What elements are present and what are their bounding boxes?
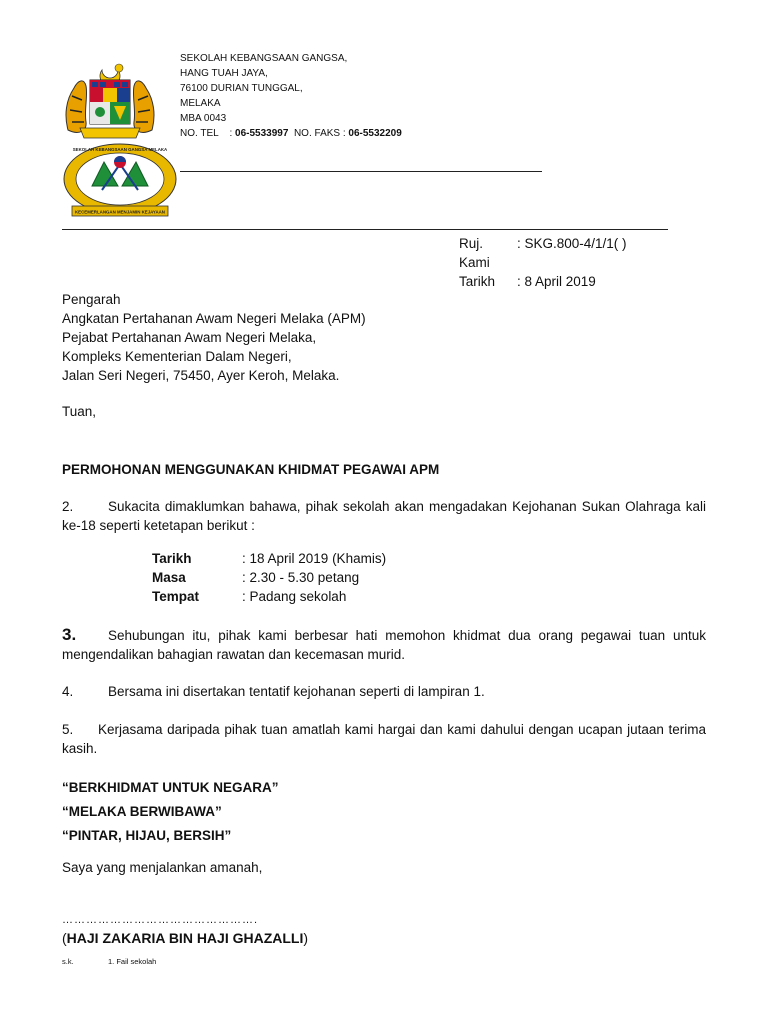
paragraph-text: Sehubungan itu, pihak kami berbesar hati memohon khidmat dua orang pegawai tuan untuk mengendalikan bahagian rawatan dan kecemasan murid. [62, 628, 706, 662]
name: HAJI ZAKARIA BIN HAJI GHAZALLI [66, 930, 304, 946]
paragraph-text: Bersama ini disertakan tentatif kejohanan seperti di lampiran 1. [108, 684, 485, 699]
letterhead [180, 51, 402, 141]
cc-item: 1. Fail sekolah [108, 957, 157, 966]
detail-value: : 18 April 2019 (Khamis) [242, 551, 387, 566]
recipient-line: Jalan Seri Negeri, 75450, Ayer Keroh, Melaka. [62, 368, 340, 383]
signatory-name [62, 930, 308, 946]
school-code: MBA 0043 [180, 113, 227, 124]
detail-label: Masa [152, 570, 186, 585]
paragraph-number: 2. [62, 499, 74, 514]
detail-value: : Padang sekolah [242, 589, 347, 604]
carbon-copy [62, 957, 156, 966]
detail-value: : 2.30 - 5.30 petang [242, 570, 360, 585]
ruj-label: Ruj. Kami [459, 236, 490, 270]
recipient-line: Pejabat Pertahanan Awam Negeri Melaka, [62, 330, 317, 345]
badge-banner-text: KECEMERLANGAN MENJAMIN KEJAYAAN [75, 209, 165, 215]
school-badge-logo [62, 142, 180, 222]
paragraph-5 [62, 720, 706, 758]
signature-line: …………………………………………. [62, 914, 259, 926]
event-details [152, 549, 386, 606]
header-divider-short [180, 171, 542, 172]
recipient-address [62, 290, 366, 385]
detail-label: Tarikh [152, 551, 192, 566]
coat-of-arms-logo [62, 60, 158, 144]
tel-label: NO. TEL : [180, 128, 236, 139]
date-value: : 8 April 2019 [517, 274, 596, 289]
closing-line: Saya yang menjalankan amanah, [62, 860, 263, 875]
contact-line [180, 126, 402, 141]
paren-close: ) [303, 930, 309, 946]
address-state: MELAKA [180, 98, 221, 109]
date-label: Tarikh [459, 274, 496, 289]
recipient-line: Pengarah [62, 292, 121, 307]
reference-block [459, 234, 627, 291]
header-divider-long [62, 229, 668, 230]
badge-ring-text: SEKOLAH KEBANGSAAN GANGSA MELAKA [72, 147, 168, 152]
salutation: Tuan, [62, 404, 97, 419]
slogan: “BERKHIDMAT UNTUK NEGARA” [62, 780, 279, 795]
paragraph-2 [62, 497, 706, 535]
letter-subject: PERMOHONAN MENGGUNAKAN KHIDMAT PEGAWAI APM [62, 462, 440, 477]
paragraph-number: 3. [62, 625, 77, 644]
slogans [62, 776, 279, 848]
recipient-line: Kompleks Kementerian Dalam Negeri, [62, 349, 292, 364]
paragraph-text: Kerjasama daripada pihak tuan amatlah kami hargai dan kami dahului dengan ucapan jutaan terima kasih. [62, 722, 706, 756]
address-line1: HANG TUAH JAYA, [180, 68, 268, 79]
paragraph-number: 5. [62, 722, 74, 737]
slogan: “PINTAR, HIJAU, BERSIH” [62, 828, 232, 843]
fax-value: 06-5532209 [348, 128, 402, 139]
slogan: “MELAKA BERWIBAWA” [62, 804, 222, 819]
cc-label: s.k. [62, 957, 74, 966]
paren-open: ( [62, 930, 67, 946]
paragraph-number: 4. [62, 684, 74, 699]
tel-value: 06-5533997 [235, 128, 289, 139]
recipient-line: Angkatan Pertahanan Awam Negeri Melaka (APM) [62, 311, 366, 326]
paragraph-3 [62, 625, 706, 664]
detail-label: Tempat [152, 589, 200, 604]
paragraph-4 [62, 682, 706, 701]
school-name: SEKOLAH KEBANGSAAN GANGSA, [180, 53, 348, 64]
address-line2: 76100 DURIAN TUNGGAL, [180, 83, 303, 94]
fax-label: NO. FAKS : [288, 128, 349, 139]
ruj-value: : SKG.800-4/1/1( ) [517, 236, 627, 251]
paragraph-text: Sukacita dimaklumkan bahawa, pihak sekolah akan mengadakan Kejohanan Sukan Olahraga kali ke-18 seperti ketetapan berikut : [62, 499, 706, 533]
